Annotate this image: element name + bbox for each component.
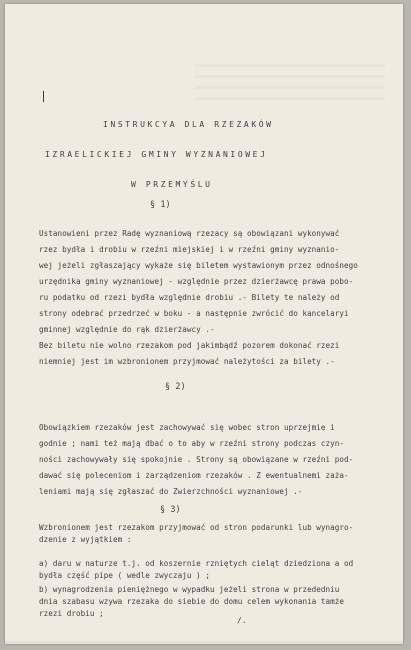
section-1-line: Ustanowieni przez Radę wyznaniową rzezacy są obowiązani wykonywać: [39, 229, 340, 238]
section-1-line: strony odebrać przedrzeć w boku - a następnie zwrócić do kancelaryi: [39, 309, 349, 318]
heading-line-1: INSTRUKCYA DLA RZEZAKÓW: [103, 120, 274, 129]
section-2-line: Obowiązkiem rzezaków jest zachowywać się wobec stron uprzejmie i: [39, 423, 335, 432]
margin-mark: [43, 91, 44, 102]
page-edge: [5, 641, 403, 644]
section-2-line: dawać się poleceniom i zarządzeniom rzezaków . Z ewentualnemi zaża-: [39, 471, 349, 480]
section-1-line: niemniej jest im wzbronionem przyjmować należytości za bilety .-: [39, 357, 335, 366]
section-3-marker: § 3): [160, 505, 181, 515]
section-1-line: ru podatku od rzezi bydła względnie drobiu .- Bilety te należy od: [39, 293, 340, 302]
show-through-text: [195, 64, 385, 100]
heading-line-3: W PRZEMYŚLU: [131, 180, 213, 189]
section-1-line: Bez biletu nie wolno rzezakom pod jakimbądź pozorem dokonać rzezi: [39, 341, 340, 350]
section-2-line: leniami mają się zgłaszać do Zwierzchności wyznaniowej .-: [39, 487, 303, 496]
section-1-marker: § 1): [150, 200, 171, 210]
document-page: [5, 4, 403, 644]
section-2-line: godnie ; nami też mają dbać o to aby w rzeźni strony podczas czyn-: [39, 439, 345, 448]
section-1-line: gminnej względnie do rąk dzierżawcy .-: [39, 325, 215, 334]
heading-line-2: IZRAELICKIEJ GMINY WYZNANIOWEJ: [45, 150, 268, 159]
section-3-line: Wzbronionem jest rzezakom przyjmować od stron podarunki lub wynagro-: [39, 523, 354, 532]
section-3-line: rzezi drobiu ;: [39, 609, 104, 618]
section-2-marker: § 2): [165, 382, 186, 392]
section-3-line: dnia szabasu wzywa rzezaka do siebie do domu celem wykonania tamże: [39, 597, 345, 606]
section-2-line: ności zachowywały się spokojnie . Strony są obowiązane w rzeźni pod-: [39, 455, 354, 464]
section-3-line: a) daru w naturze t.j. od koszernie rzniętych cieląt dziedziona a od: [39, 559, 354, 568]
section-1-line: wej jeżeli zgłaszający wykaże się biletem wystawionym przez odnośnego: [39, 261, 358, 270]
section-3-line: dzenie z wyjątkiem :: [39, 535, 132, 544]
section-1-line: urzędnika gminy wyznaniowej - względnie przez dzierżawcę prawa pobo-: [39, 277, 354, 286]
section-3-line: bydła część pipe ( wedle zwyczaju ) ;: [39, 571, 211, 580]
page-continuation-mark: /.: [237, 616, 247, 625]
section-1-line: rzez bydła i drobiu w rzeźni miejskiej i w rzeźni gminy wyznanio-: [39, 245, 340, 254]
section-3-line: b) wynagrodzenia pieniężnego w wypadku jeżeli strona w przededniu: [39, 585, 340, 594]
